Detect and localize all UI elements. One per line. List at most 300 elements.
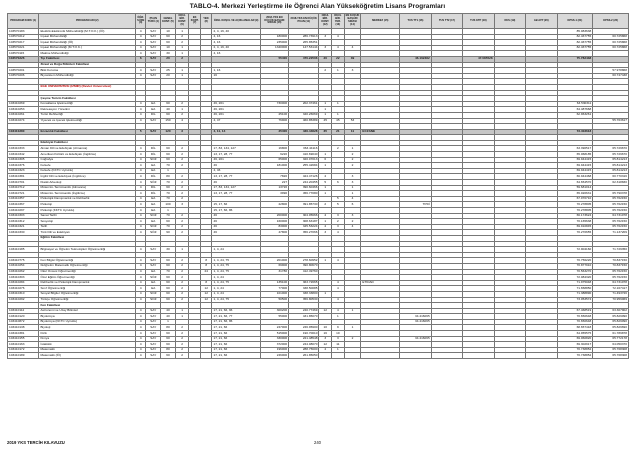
table-cell: 160000 <box>260 219 288 225</box>
table-cell: 2 <box>175 336 189 342</box>
table-cell: 2 <box>344 219 361 225</box>
table-cell: 69.944415 <box>557 157 593 163</box>
table-cell: SÖZ <box>146 291 161 297</box>
table-cell: 4, 11, 14 <box>212 129 260 135</box>
table-cell: 2 <box>344 152 361 158</box>
table-cell: 103410721 <box>8 191 39 197</box>
table-cell: 1 <box>175 45 189 51</box>
table-cell: 12 <box>319 308 332 314</box>
table-cell: 103410276 <box>8 286 39 292</box>
table-cell: 6 <box>332 180 345 186</box>
table-cell: 190.70010 <box>289 331 319 337</box>
table-cell: 2 <box>344 157 361 163</box>
table-cell: 9 <box>332 325 345 331</box>
table-cell: 64.731078 <box>593 213 629 219</box>
table-cell: 103410376 <box>8 163 39 169</box>
table-cell: 103410253 <box>8 107 39 113</box>
table-cell: 3 <box>344 213 361 219</box>
table-cell: Eğitim Fakültesi <box>39 235 136 241</box>
table-cell: 2 <box>175 174 189 180</box>
table-cell: 103410303 <box>8 213 39 219</box>
table-cell: 82.467755 <box>557 34 593 40</box>
table-cell: 1 <box>319 219 332 225</box>
table-cell: 17, 21, 66 <box>212 342 260 348</box>
table-cell: 2 <box>175 263 189 269</box>
table-cell: 12 <box>200 286 212 292</box>
table-cell: SAY <box>146 56 161 62</box>
table-cell: EA <box>146 163 161 169</box>
table-cell: 4 <box>175 118 189 124</box>
table-cell: Mütercim-Tercümanlık (Almanca) <box>39 185 136 191</box>
table-cell: 60 <box>161 280 176 286</box>
table-cell: 61.789878 <box>593 331 629 337</box>
table-cell: 11 <box>344 129 361 135</box>
table-cell: 1 <box>319 258 332 264</box>
table-cell: 4 <box>135 118 145 124</box>
table-cell: 63.530311 <box>557 101 593 107</box>
table-cell: 75.782438 <box>557 56 593 62</box>
table-cell: 70.650648 <box>557 314 593 320</box>
table-cell: 103410120 <box>8 314 39 320</box>
table-cell: İnşaat Mühendisliği (M.T.O.K.) <box>39 45 136 51</box>
table-cell: 308.63187 <box>289 219 319 225</box>
table-cell: 103410712 <box>8 185 39 191</box>
table-cell: 4 <box>135 107 145 113</box>
table-cell: 2 <box>175 325 189 331</box>
table-cell: 2 <box>175 297 189 303</box>
table-cell: 60 <box>161 263 176 269</box>
table-cell: 103410261 <box>8 112 39 118</box>
table-cell: 4 <box>135 336 145 342</box>
column-header: ÖZEL KOŞUL VE AÇIKLAMALAR (9) <box>212 14 260 29</box>
table-cell: Sınıf Öğretmenliği <box>39 286 136 292</box>
table-cell: 2 <box>175 180 189 186</box>
table-cell: 4 <box>332 297 345 303</box>
table-cell: 181000 <box>260 163 288 169</box>
table-cell: 1, 4, 24 <box>212 291 260 297</box>
table-cell: 70 <box>161 269 176 275</box>
table-cell: Kimya <box>39 336 136 342</box>
table-cell: EA <box>146 107 161 113</box>
table-cell: 60 <box>161 286 176 292</box>
table-cell: 65000 <box>260 157 288 163</box>
table-cell: 103410701 <box>8 180 39 186</box>
table-cell: 4 <box>135 219 145 225</box>
table-cell: 7820 <box>260 174 288 180</box>
table-cell: SAY <box>146 118 161 124</box>
table-cell: 4 <box>332 286 345 292</box>
table-cell: 4 <box>319 174 332 180</box>
table-cell: 1, 16 <box>212 68 260 74</box>
table-cell: 3 <box>332 213 345 219</box>
table-cell: 244.20455 <box>289 180 319 186</box>
table-cell: 4 <box>135 51 145 57</box>
table-cell: 1 <box>175 308 189 314</box>
table-cell: 304.05666 <box>289 213 319 219</box>
table-cell: 2 <box>175 196 189 202</box>
table-cell: 4, 16 <box>212 34 260 40</box>
table-cell: 46 <box>212 213 260 219</box>
table-cell: 60 <box>161 219 176 225</box>
table-cell: 1, 4, 24, 75 <box>212 263 260 269</box>
column-header: OKUL BİR. KONT. (6) <box>175 14 189 29</box>
table-cell: 4 <box>135 347 145 353</box>
table-cell: 60 <box>161 34 176 40</box>
table-cell: 12 <box>200 291 212 297</box>
table-cell: 4 <box>135 101 145 107</box>
table-cell: 50500 <box>260 297 288 303</box>
table-cell: 103410381 <box>8 331 39 337</box>
table-cell <box>319 353 332 359</box>
table-cell: 10 <box>319 325 332 331</box>
table-cell: DİL <box>146 112 161 118</box>
table-cell: 2 <box>332 146 345 152</box>
table-cell: 4 <box>135 157 145 163</box>
table-cell: 180000 <box>260 34 288 40</box>
table-cell: 20 <box>319 56 332 62</box>
table-cell: 103410262 <box>8 269 39 275</box>
table-cell: 65.762150 <box>593 196 629 202</box>
table-cell: 1 <box>332 68 345 74</box>
table-cell: 46 <box>212 219 260 225</box>
table-cell: 30 <box>161 51 176 57</box>
table-cell: 70.278805 <box>557 202 593 208</box>
table-cell: 45 <box>319 118 332 124</box>
table-cell: 1340000 <box>260 45 288 51</box>
table-cell: 1 <box>175 51 189 57</box>
table-cell: 103570212 <box>8 34 39 40</box>
table-cell: 4 <box>135 291 145 297</box>
table-cell: Çeşme Turizm Fakültesi <box>39 96 136 102</box>
table-cell: SAY <box>146 247 161 253</box>
table-cell: 17, 21, 66 <box>212 325 260 331</box>
table-cell: 65.762150 <box>593 224 629 230</box>
table-cell: 103410330 <box>8 230 39 236</box>
table-cell: 330000 <box>260 336 288 342</box>
table-cell: 77000 <box>260 286 288 292</box>
table-cell: 2 <box>175 286 189 292</box>
table-cell: 70.563270 <box>557 269 593 275</box>
table-cell: Biyokimya (KKTC Uyruklu) <box>39 319 136 325</box>
table-cell: 2 <box>175 56 189 62</box>
table-cell: Matematik (İÖ) <box>39 353 136 359</box>
table-cell: 103410112 <box>8 308 39 314</box>
table-cell: 4, 47 <box>212 118 260 124</box>
table-cell: 4 <box>135 174 145 180</box>
table-cell: 101000 <box>260 291 288 297</box>
table-cell: 47800 <box>260 230 288 236</box>
table-cell: Bilgisayar ve Öğretim Teknolojileri Öğretmenliği <box>39 247 136 253</box>
table-cell: SAY <box>146 68 161 74</box>
table-cell: 70 <box>161 191 176 197</box>
table-cell: 3990 <box>260 191 288 197</box>
table-cell: 69.060820 <box>557 336 593 342</box>
table-cell: 4 <box>135 308 145 314</box>
table-cell: 22800 <box>260 202 288 208</box>
table-cell: 2 <box>175 353 189 359</box>
table-cell: 59.681014 <box>557 185 593 191</box>
table-cell: 2 <box>319 68 332 74</box>
table-cell: 4 <box>135 163 145 169</box>
table-cell: 4 <box>135 185 145 191</box>
table-cell: 340.26069 <box>289 112 319 118</box>
table-cell: 1 <box>344 308 361 314</box>
table-cell: 2 <box>175 146 189 152</box>
table-cell: 2 <box>175 258 189 264</box>
table-cell: Felsefe (KKTC Uyruklu) <box>39 168 136 174</box>
table-cell: 55.763617 <box>593 118 629 124</box>
table-cell: 60 <box>161 101 176 107</box>
table-cell: 80 <box>161 325 176 331</box>
table-cell: 103570201 <box>8 68 39 74</box>
column-header: TUS KTP (18) <box>463 14 494 29</box>
table-cell: 45 <box>332 118 345 124</box>
table-cell: 46, 201 <box>212 112 260 118</box>
table-cell: Elektrik-Elektronik Mühendisliği (M.T.O.K.) (İÖ) <box>39 29 136 35</box>
table-row <box>8 353 629 359</box>
table-cell: EA <box>146 208 161 214</box>
table-cell: 2, 4, 16, 40 <box>212 45 260 51</box>
table-cell: Amerikan Kültürü ve Edebiyatı (İngilizce) <box>39 152 136 158</box>
table-cell: 1 <box>319 191 332 197</box>
column-header: KPSS-2 (22) <box>593 14 629 29</box>
table-cell: 16800 <box>260 146 288 152</box>
table-cell: 70 <box>161 196 176 202</box>
table-cell: 436.44828 <box>289 129 319 135</box>
table-cell: 17, 21, 66, 86 <box>212 319 260 325</box>
table-cell: 6 <box>135 56 145 62</box>
table-cell: Bitki Koruma <box>39 68 136 74</box>
table-cell: 47.085528 <box>463 56 494 62</box>
table-cell: 65.768308 <box>593 347 629 353</box>
table-cell: 2 <box>175 230 189 236</box>
table-cell: 4, 46 <box>212 168 260 174</box>
table-cell: ETİDAD <box>361 280 400 286</box>
table-cell: Sanat Tarihi <box>39 213 136 219</box>
table-cell: 1 <box>344 191 361 197</box>
table-cell: SAY <box>146 325 161 331</box>
table-cell: 4 <box>135 342 145 348</box>
table-cell: SAY <box>146 319 161 325</box>
table-cell: 1 <box>319 185 332 191</box>
table-cell: 60 <box>161 152 176 158</box>
table-cell: 103410321 <box>8 224 39 230</box>
table-cell: 4 <box>135 247 145 253</box>
table-cell: Sosyoloji <box>39 219 136 225</box>
table-cell: 390.60466 <box>289 185 319 191</box>
table-cell: 356.27066 <box>289 230 319 236</box>
table-cell: 3 <box>319 45 332 51</box>
table-cell: Astronomi ve Uzay Bilimleri <box>39 308 136 314</box>
table-cell: 1 <box>332 112 345 118</box>
table-cell: 65.762150 <box>593 202 629 208</box>
table-cell: 39 <box>344 56 361 62</box>
table-cell: 60.725868 <box>593 34 629 40</box>
table-cell: SAY <box>146 34 161 40</box>
table-cell: DİL <box>146 185 161 191</box>
table-cell: 46, 201 <box>212 157 260 163</box>
table-cell: 2 <box>175 331 189 337</box>
table-cell: 25400 <box>260 129 288 135</box>
table-cell: 10 <box>161 45 176 51</box>
table-cell: 103410303 <box>8 275 39 281</box>
table-cell: Felsefe <box>39 163 136 169</box>
table-cell: 64.050370 <box>593 342 629 348</box>
table-cell: 4 <box>319 224 332 230</box>
table-cell: 8 <box>200 258 212 264</box>
table-cell: 103410310 <box>8 291 39 297</box>
table-cell: EGE ÜNİVERSİTESİ (İZMİR) (Devlet Üniversitesi) <box>39 84 136 90</box>
table-cell: İngiliz Dili ve Edebiyatı (İngilizce) <box>39 174 136 180</box>
column-header: KPSS-1 (21) <box>557 14 593 29</box>
table-cell: 4 <box>319 213 332 219</box>
table-cell: 1, 4, 24, 75 <box>212 280 260 286</box>
table-header-row <box>8 14 629 29</box>
table-cell: Yiyecek ve İçecek İşletmeciliği <box>39 118 136 124</box>
table-cell: SAY <box>146 129 161 135</box>
table-cell: Psikolojik Danışmanlık ve Rehberlik <box>39 196 136 202</box>
table-cell: 17, 21, 66 <box>212 336 260 342</box>
table-cell: 2 <box>175 280 189 286</box>
table-cell: EA <box>146 286 161 292</box>
table-cell: 46 <box>212 230 260 236</box>
table-cell: 103410872 <box>8 319 39 325</box>
table-cell: 4 <box>332 45 345 51</box>
table-cell: 72.167417 <box>593 286 629 292</box>
table-cell: 338.33800 <box>289 291 319 297</box>
table-cell: 470.22506 <box>289 56 319 62</box>
table-cell: 8 <box>200 280 212 286</box>
table-cell: 72.084320 <box>557 275 593 281</box>
table-cell: 2 <box>175 34 189 40</box>
table-cell: 4 <box>135 269 145 275</box>
table-cell: 1 <box>319 152 332 158</box>
table-cell: 1 <box>319 101 332 107</box>
table-cell: 103410297 <box>8 208 39 214</box>
table-cell: 70.756220 <box>557 258 593 264</box>
table-cell: 4 <box>135 146 145 152</box>
table-cell: 66.944468 <box>557 174 593 180</box>
table-cell: 1 <box>319 112 332 118</box>
table-cell: SAY <box>146 263 161 269</box>
table-cell: 261.85050 <box>289 353 319 359</box>
table-cell: 60.747438 <box>593 73 629 79</box>
table-cell: 2 <box>175 347 189 353</box>
table-cell: 11 <box>332 342 345 348</box>
table-cell: 1 <box>175 107 189 113</box>
table-cell: 65.829690 <box>593 325 629 331</box>
table-cell: Biyokimya <box>39 314 136 320</box>
table-cell: 46, 201 <box>212 101 260 107</box>
table-cell: 34.416065 <box>400 336 431 342</box>
table-cell: 13, 17, 28, 77 <box>212 152 260 158</box>
table-cell: 4 <box>332 230 345 236</box>
table-cell: 46 <box>212 180 260 186</box>
table-cell: 70.877910 <box>557 263 593 269</box>
table-cell <box>344 353 361 359</box>
table-cell: 1 <box>332 101 345 107</box>
table-cell <box>361 353 400 359</box>
table-cell: 1, 4, 24, 75 <box>212 258 260 264</box>
table-cell: 4 <box>135 258 145 264</box>
table-cell: 4 <box>135 73 145 79</box>
table-cell: 1 <box>332 347 345 353</box>
table-cell: İnşaat Mühendisliği <box>39 34 136 40</box>
table-cell: SAY <box>146 331 161 337</box>
table-cell: 3 <box>344 68 361 74</box>
table-cell: 1 <box>332 314 345 320</box>
table-cell: Matematik <box>39 347 136 353</box>
table-cell: 70 <box>161 224 176 230</box>
table-cell: Tıp Fakültesi <box>39 56 136 62</box>
column-header: 2018-YKS EN KÜÇÜK BAŞARI SIRASI (10) <box>260 14 288 29</box>
table-cell: 1, 4, 24, 75 <box>212 269 260 275</box>
table-cell: 57.978868 <box>593 68 629 74</box>
table-cell <box>463 353 494 359</box>
table-cell: 3 <box>344 180 361 186</box>
table-cell: Rehberlik ve Psikolojik Danışmanlık <box>39 280 136 286</box>
table-cell: 1 <box>175 314 189 320</box>
table-cell: 103410155 <box>8 336 39 342</box>
table-cell: 103570226 <box>8 56 39 62</box>
table-cell: 356.80530 <box>289 297 319 303</box>
table-cell: 60.770316 <box>593 174 629 180</box>
table-cell: 17, 21, 66, 77 <box>212 314 260 320</box>
column-header: ÖĞR. SÜRE (3) <box>135 14 145 29</box>
table-cell: SAY <box>146 29 161 35</box>
table-cell: 46, 201 <box>212 107 260 113</box>
column-header: EN KÜÇÜK BAŞARI SIRASI (14) <box>344 14 361 29</box>
table-cell: 65.762150 <box>593 219 629 225</box>
table-cell: 4 <box>332 258 345 264</box>
table-cell: 69900 <box>260 263 288 269</box>
table-cell: SAY <box>146 308 161 314</box>
table-cell: Psikoloji <box>39 202 136 208</box>
table-cell: 196000 <box>260 347 288 353</box>
table-cell: ECZANE <box>361 129 400 135</box>
table-cell: 70 <box>161 163 176 169</box>
table-cell: 65.814213 <box>593 163 629 169</box>
table-cell: 4 <box>135 353 145 359</box>
table-cell: 3 <box>344 174 361 180</box>
column-header: TUS TT2 (17) <box>431 14 462 29</box>
table-cell: 1, 4, 24 <box>212 275 260 281</box>
table-cell: 320.07013 <box>289 157 319 163</box>
column-header: AB AYP (20) <box>526 14 557 29</box>
table-cell: DİL <box>146 191 161 197</box>
table-cell: 71.388890 <box>557 291 593 297</box>
table-cell: 10 <box>332 331 345 337</box>
table-cell: 4 <box>135 191 145 197</box>
table-cell: 103570115 <box>8 51 39 57</box>
table-cell: 3 <box>332 336 345 342</box>
table-cell: 34.416065 <box>400 319 431 325</box>
table-cell: 85.083638 <box>557 29 593 35</box>
table-cell: 71.729350 <box>593 247 629 253</box>
table-cell: DİL <box>146 174 161 180</box>
table-cell: 6 <box>319 157 332 163</box>
table-cell: 278.60952 <box>289 258 319 264</box>
table-cell: 20 <box>161 56 176 62</box>
table-cell: 2 <box>175 163 189 169</box>
table-cell: 2 <box>175 152 189 158</box>
table-cell: Eczacılık Fakültesi <box>39 129 136 135</box>
table-cell: 70.738852 <box>557 353 593 359</box>
table-cell: 46 <box>212 163 260 169</box>
table-cell: 202.37461 <box>289 101 319 107</box>
table-cell: 345.53224 <box>289 224 319 230</box>
table-cell: 17, 83, 134, 127 <box>212 146 260 152</box>
